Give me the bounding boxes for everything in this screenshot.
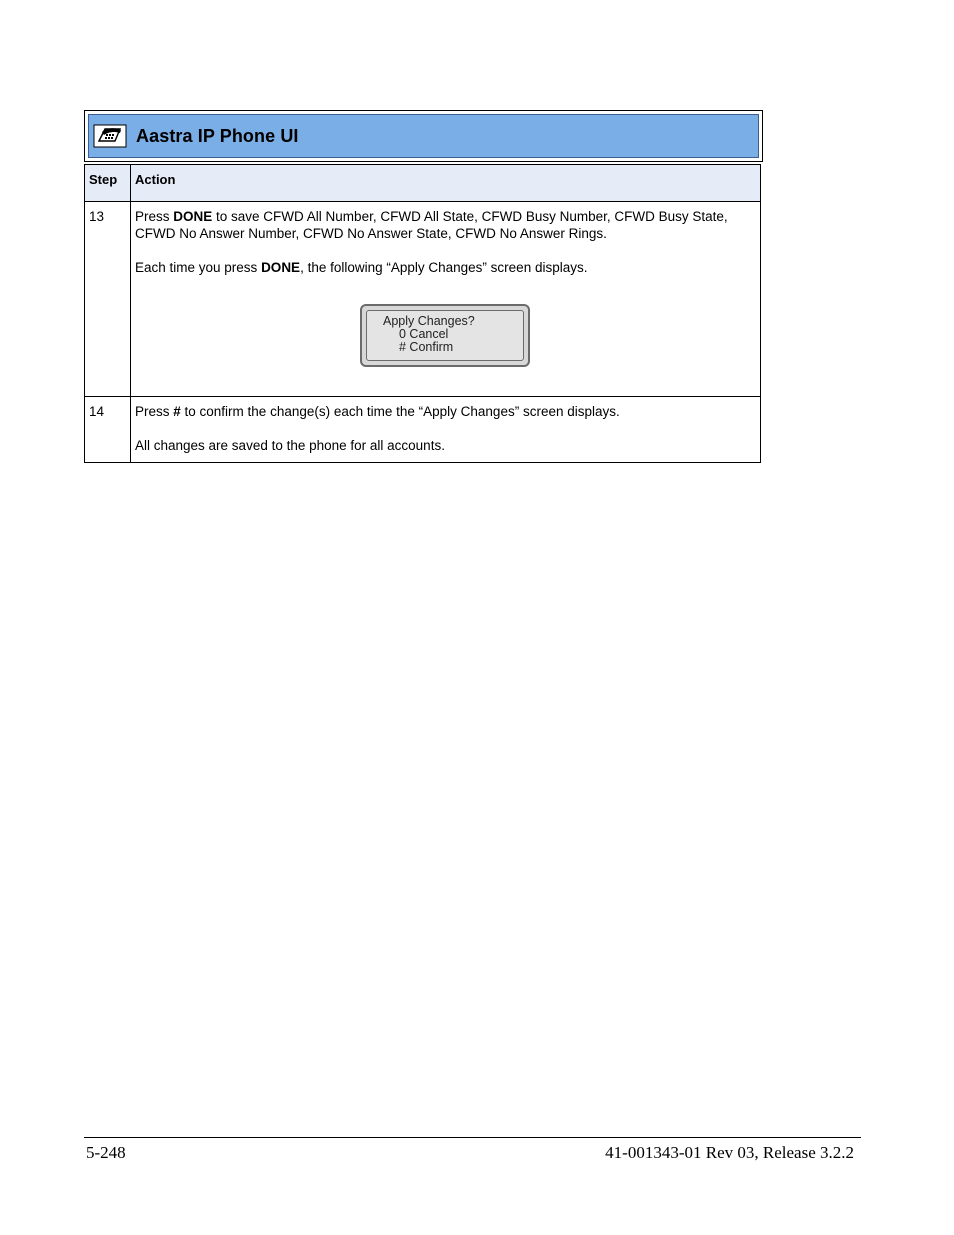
lcd-display — [366, 310, 524, 361]
table-header-row — [85, 165, 761, 202]
phone-lcd-screen — [360, 304, 530, 367]
column-header-step: Step — [85, 165, 131, 202]
action-cell — [131, 397, 761, 463]
action-paragraph: Each time you press DONE, the following “Apply Changes” screen displays. — [135, 260, 588, 275]
document-id: 41-001343-01 Rev 03, Release 3.2.2 — [605, 1143, 854, 1162]
table-row — [85, 202, 761, 397]
lcd-option-confirm: # Confirm — [399, 340, 454, 354]
action-paragraph: Press DONE to save CFWD All Number, CFWD All State, CFWD Busy Number, CFWD Busy State, CFWD No Answer Number, CFWD No Answer State, CFWD No Answer Rings. — [135, 209, 728, 241]
lcd-prompt: Apply Changes? — [383, 314, 475, 328]
action-cell — [131, 202, 761, 397]
lcd-figure — [135, 276, 756, 388]
footer-divider — [84, 1137, 861, 1138]
column-header-action: Action — [131, 165, 761, 202]
step-number: 13 — [85, 202, 131, 397]
table-row — [85, 397, 761, 463]
procedure-section — [84, 110, 761, 463]
action-paragraph: All changes are saved to the phone for all accounts. — [135, 438, 445, 453]
phone-icon — [93, 123, 127, 149]
steps-table — [84, 164, 761, 463]
section-title: Aastra IP Phone UI — [136, 125, 299, 146]
section-header-frame — [84, 110, 763, 162]
step-number: 14 — [85, 397, 131, 463]
action-paragraph: Press # to confirm the change(s) each time the “Apply Changes” screen displays. — [135, 404, 620, 419]
lcd-option-cancel: 0 Cancel — [399, 327, 449, 341]
page-number: 5-248 — [86, 1143, 126, 1162]
section-header — [88, 114, 759, 158]
